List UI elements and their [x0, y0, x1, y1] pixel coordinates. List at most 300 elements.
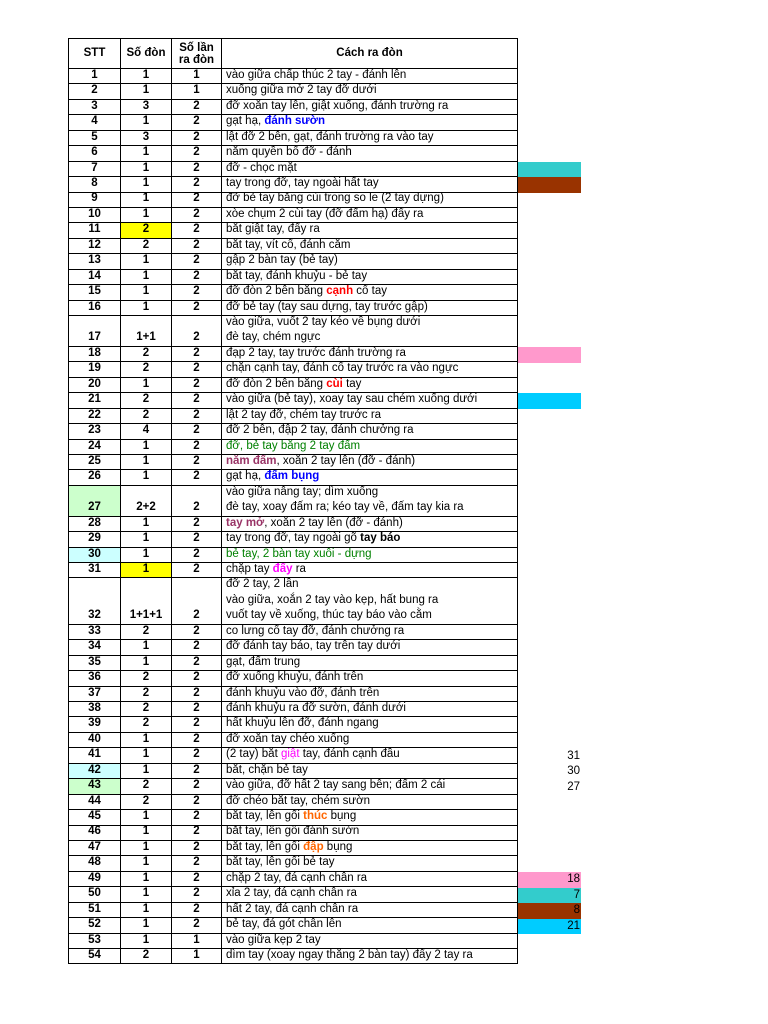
cell-so-don: 1: [121, 934, 172, 949]
table-row: [68, 115, 518, 130]
desc-line: [226, 608, 517, 623]
cell-so-don: 2: [121, 239, 172, 254]
desc-segment: đấm bụng: [264, 470, 320, 483]
desc-segment: vào giữa, đỡ hất 2 tay sang bên; đấm 2 cái: [226, 779, 446, 792]
cell-stt: 53: [68, 934, 121, 949]
cell-cach-ra-don: [222, 826, 518, 841]
desc-line: [226, 593, 517, 608]
cell-so-don: 1: [121, 193, 172, 208]
cell-so-lan: 2: [172, 455, 222, 470]
cell-stt: 48: [68, 856, 121, 871]
cell-stt: 21: [68, 393, 121, 408]
desc-line: [226, 671, 517, 685]
desc-segment: vào giữa chấp thúc 2 tay - đánh lên: [226, 69, 407, 81]
cell-so-lan: 2: [172, 625, 222, 640]
table-row: [68, 578, 518, 624]
cell-so-don: 1: [121, 146, 172, 161]
side-color-marker: 21: [518, 919, 581, 934]
cell-cach-ra-don: [222, 285, 518, 300]
cell-stt: 9: [68, 193, 121, 208]
desc-segment: đỡ - chọc mặt: [226, 161, 297, 174]
cell-so-lan: 2: [172, 100, 222, 115]
desc-line: [226, 918, 517, 932]
cell-so-lan: 2: [172, 486, 222, 517]
cell-stt: 35: [68, 656, 121, 671]
cell-so-don: 2: [121, 795, 172, 810]
cell-stt: 47: [68, 841, 121, 856]
side-number: 30: [567, 765, 580, 778]
cell-stt: 18: [68, 347, 121, 362]
desc-segment: cổ tay: [353, 285, 387, 298]
desc-line: [226, 316, 517, 330]
table-row: [68, 362, 518, 377]
cell-stt: 49: [68, 872, 121, 887]
desc-segment: đè tay, chém ngực: [226, 331, 321, 344]
cell-cach-ra-don: [222, 764, 518, 779]
header-so-don: Số đòn: [121, 38, 172, 69]
desc-segment: bẻ tay, 2 bàn tay xuôi - dựng: [226, 547, 372, 560]
cell-so-don: 1+1: [121, 316, 172, 347]
cell-stt: 20: [68, 378, 121, 393]
table-row: [68, 440, 518, 455]
cell-so-don: 2: [121, 393, 172, 408]
cell-so-lan: 2: [172, 239, 222, 254]
cell-so-don: 1: [121, 903, 172, 918]
cell-cach-ra-don: [222, 486, 518, 517]
desc-segment: giật: [280, 748, 300, 761]
table-row: [68, 717, 518, 732]
cell-stt: 30: [68, 548, 121, 563]
cell-cach-ra-don: [222, 270, 518, 285]
cell-so-lan: 2: [172, 316, 222, 347]
cell-stt: 12: [68, 239, 121, 254]
desc-segment: dìm tay (xoay ngay thẳng 2 bàn tay) đẩy 2 tay ra: [226, 949, 473, 961]
cell-cach-ra-don: [222, 470, 518, 485]
cell-cach-ra-don: [222, 687, 518, 702]
table-row: [68, 656, 518, 671]
table-row: [68, 934, 518, 949]
side-number: 31: [567, 749, 580, 762]
cell-cach-ra-don: [222, 378, 518, 393]
cell-so-don: 2: [121, 625, 172, 640]
cell-so-lan: 2: [172, 810, 222, 825]
desc-segment: đẩy: [272, 563, 293, 576]
table-row: [68, 285, 518, 300]
cell-cach-ra-don: [222, 841, 518, 856]
table-row: [68, 903, 518, 918]
table-row: [68, 748, 518, 763]
cell-so-don: 1: [121, 748, 172, 763]
desc-segment: đỡ 2 bên, đập 2 tay, đánh chưởng ra: [226, 424, 414, 437]
table-row: [68, 702, 518, 717]
cell-so-don: 1: [121, 733, 172, 748]
desc-segment: vào giữa, xoắn 2 tay vào kẹp, hất bung ra: [226, 593, 439, 606]
cell-so-don: 2: [121, 223, 172, 238]
desc-segment: đỡ đòn 2 bên bằng: [226, 377, 327, 390]
table-row: [68, 826, 518, 841]
desc-segment: đỡ bẻ tay bằng cùi trong so le (2 tay dựng): [226, 192, 444, 205]
cell-so-lan: 2: [172, 748, 222, 763]
cell-stt: 28: [68, 517, 121, 532]
desc-line: [226, 84, 517, 98]
cell-so-lan: 2: [172, 872, 222, 887]
cell-stt: 23: [68, 424, 121, 439]
cell-so-don: 1: [121, 470, 172, 485]
desc-segment: vào giữa kẹp 2 tay: [226, 933, 321, 946]
cell-so-don: 1: [121, 640, 172, 655]
cell-stt: 16: [68, 301, 121, 316]
desc-segment: ra: [292, 563, 306, 576]
desc-line: [226, 100, 517, 114]
cell-cach-ra-don: [222, 872, 518, 887]
table-row: [68, 810, 518, 825]
side-number: 27: [567, 780, 580, 793]
cell-so-lan: 2: [172, 687, 222, 702]
cell-so-don: 1: [121, 826, 172, 841]
cell-stt: 45: [68, 810, 121, 825]
side-color-marker: [518, 177, 581, 192]
cell-stt: 3: [68, 100, 121, 115]
desc-line: [226, 162, 517, 176]
cell-so-lan: 1: [172, 934, 222, 949]
table-body: [68, 69, 518, 964]
cell-so-don: 2: [121, 409, 172, 424]
cell-stt: 15: [68, 285, 121, 300]
desc-segment: gạt hạ,: [226, 470, 265, 483]
cell-cach-ra-don: [222, 810, 518, 825]
cell-so-don: 1: [121, 115, 172, 130]
cell-so-lan: 2: [172, 301, 222, 316]
desc-segment: lật 2 tay đỡ, chém tay trước ra: [226, 408, 382, 421]
desc-segment: đỡ 2 tay, 2 lần: [226, 578, 299, 591]
cell-stt: 19: [68, 362, 121, 377]
desc-line: [226, 177, 517, 191]
cell-so-lan: 2: [172, 162, 222, 177]
cell-so-lan: 2: [172, 733, 222, 748]
cell-cach-ra-don: [222, 424, 518, 439]
desc-segment: đỡ đánh tay báo, tay trên tay dưới: [226, 640, 401, 653]
desc-line: [226, 717, 517, 731]
cell-stt: 22: [68, 409, 121, 424]
cell-stt: 43: [68, 779, 121, 794]
cell-stt: 26: [68, 470, 121, 485]
desc-segment: bụng: [327, 810, 357, 823]
cell-stt: 33: [68, 625, 121, 640]
cell-cach-ra-don: [222, 316, 518, 347]
cell-so-don: 1: [121, 856, 172, 871]
cell-so-don: 1: [121, 69, 172, 84]
desc-line: [226, 949, 517, 963]
cell-stt: 38: [68, 702, 121, 717]
desc-segment: , xoắn 2 tay lên (đỡ - đánh): [276, 454, 416, 467]
cell-so-lan: 2: [172, 671, 222, 686]
desc-line: [226, 285, 517, 299]
cell-cach-ra-don: [222, 115, 518, 130]
desc-line: [226, 578, 517, 592]
cell-stt: 46: [68, 826, 121, 841]
cell-so-don: 1: [121, 378, 172, 393]
desc-segment: tay mở: [226, 516, 265, 529]
desc-segment: đỡ chéo bắt tay, chém sườn: [226, 794, 371, 807]
table-row: [68, 177, 518, 192]
cell-so-lan: 2: [172, 254, 222, 269]
cell-so-don: 1: [121, 887, 172, 902]
table-row: [68, 918, 518, 933]
desc-segment: gạt, đấm trung: [226, 655, 301, 668]
cell-so-don: 2+2: [121, 486, 172, 517]
cell-so-don: 3: [121, 131, 172, 146]
desc-segment: (2 tay) bắt: [226, 748, 281, 761]
cell-so-don: 1: [121, 440, 172, 455]
cell-so-lan: 2: [172, 640, 222, 655]
desc-segment: tay trong đỡ, tay ngoài hất tay: [226, 177, 379, 190]
table-row: [68, 347, 518, 362]
table-row: [68, 316, 518, 347]
desc-segment: xòe chụm 2 cùi tay (đỡ đấm hạ) đẩy ra: [226, 207, 424, 220]
table-row: [68, 687, 518, 702]
cell-so-don: 2: [121, 717, 172, 732]
cell-cach-ra-don: [222, 903, 518, 918]
desc-segment: hất 2 tay, đá cạnh chân ra: [226, 902, 359, 915]
desc-line: [226, 486, 517, 500]
desc-line: [226, 517, 517, 531]
desc-segment: đánh khuỷu ra đỡ sườn, đánh dưới: [226, 702, 406, 714]
cell-stt: 4: [68, 115, 121, 130]
technique-table: [68, 38, 518, 964]
cell-cach-ra-don: [222, 949, 518, 964]
table-row: [68, 856, 518, 871]
cell-so-don: 1: [121, 918, 172, 933]
desc-segment: đỡ, bẻ tay bằng 2 tay đấm: [226, 439, 361, 452]
cell-stt: 6: [68, 146, 121, 161]
cell-stt: 13: [68, 254, 121, 269]
cell-so-lan: 2: [172, 223, 222, 238]
cell-so-don: 1: [121, 656, 172, 671]
cell-cach-ra-don: [222, 254, 518, 269]
cell-stt: 11: [68, 223, 121, 238]
desc-line: [226, 193, 517, 207]
desc-segment: đỡ xoắn tay chéo xuống: [226, 732, 350, 745]
desc-line: [226, 903, 517, 917]
cell-so-lan: 2: [172, 270, 222, 285]
cell-so-lan: 2: [172, 393, 222, 408]
cell-so-don: 1: [121, 301, 172, 316]
desc-line: [226, 409, 517, 423]
cell-so-lan: 2: [172, 903, 222, 918]
table-row: [68, 193, 518, 208]
cell-cach-ra-don: [222, 239, 518, 254]
desc-segment: đánh khuỷu vào đỡ, đánh trên: [226, 686, 380, 699]
desc-line: [226, 393, 517, 407]
desc-segment: bắt tay, vít cổ, đánh cằm: [226, 238, 351, 251]
header-cach-ra-don: Cách ra đòn: [222, 38, 518, 69]
cell-so-don: 2: [121, 702, 172, 717]
cell-so-don: 2: [121, 347, 172, 362]
cell-stt: 10: [68, 208, 121, 223]
desc-segment: chặp tay: [226, 563, 273, 576]
desc-segment: đập: [303, 840, 324, 853]
cell-so-lan: 2: [172, 378, 222, 393]
side-color-marker: [518, 347, 581, 362]
table-row: [68, 887, 518, 902]
table-row: [68, 254, 518, 269]
table-row: [68, 563, 518, 578]
desc-line: [226, 563, 517, 577]
cell-cach-ra-don: [222, 563, 518, 578]
cell-cach-ra-don: [222, 779, 518, 794]
desc-segment: vuốt tay về xuống, thúc tay báo vào cằm: [226, 609, 432, 622]
cell-so-don: 1: [121, 84, 172, 99]
desc-line: [226, 887, 517, 901]
cell-cach-ra-don: [222, 440, 518, 455]
cell-cach-ra-don: [222, 532, 518, 547]
cell-so-lan: 2: [172, 285, 222, 300]
desc-line: [226, 872, 517, 886]
desc-segment: bắt tay, lên gối đánh sườn: [226, 825, 360, 838]
header-stt: STT: [68, 38, 121, 69]
table-row: [68, 131, 518, 146]
table-row: [68, 270, 518, 285]
cell-so-don: 2: [121, 362, 172, 377]
cell-so-lan: 2: [172, 532, 222, 547]
cell-so-don: 1: [121, 208, 172, 223]
cell-cach-ra-don: [222, 578, 518, 624]
cell-cach-ra-don: [222, 208, 518, 223]
side-color-marker: [518, 393, 581, 408]
cell-cach-ra-don: [222, 856, 518, 871]
cell-cach-ra-don: [222, 717, 518, 732]
cell-so-lan: 2: [172, 918, 222, 933]
desc-segment: bẻ tay, đá gót chân lên: [226, 918, 342, 931]
side-color-marker: 8: [518, 903, 581, 918]
table-row: [68, 223, 518, 238]
desc-line: [226, 424, 517, 438]
desc-line: [226, 856, 517, 870]
cell-so-don: 2: [121, 671, 172, 686]
cell-stt: 52: [68, 918, 121, 933]
desc-segment: bắt giật tay, đẩy ra: [226, 223, 320, 236]
cell-so-don: 1: [121, 517, 172, 532]
table-row: [68, 84, 518, 99]
cell-so-don: 3: [121, 100, 172, 115]
table-row: [68, 409, 518, 424]
cell-stt: 42: [68, 764, 121, 779]
cell-stt: 17: [68, 316, 121, 347]
cell-stt: 44: [68, 795, 121, 810]
cell-cach-ra-don: [222, 795, 518, 810]
cell-so-lan: 1: [172, 84, 222, 99]
cell-so-lan: 2: [172, 208, 222, 223]
table-row: [68, 378, 518, 393]
side-color-marker: [518, 162, 581, 177]
cell-cach-ra-don: [222, 887, 518, 902]
desc-segment: đỡ xuống khuỷu, đánh trên: [226, 671, 364, 684]
desc-line: [226, 223, 517, 237]
cell-stt: 32: [68, 578, 121, 624]
cell-so-don: 1: [121, 162, 172, 177]
cell-stt: 41: [68, 748, 121, 763]
cell-so-don: 1: [121, 810, 172, 825]
table-row: [68, 625, 518, 640]
desc-segment: tay trong đỡ, tay ngoài gõ: [226, 532, 361, 545]
desc-line: [226, 500, 517, 515]
desc-line: [226, 470, 517, 484]
cell-so-lan: 2: [172, 470, 222, 485]
desc-line: [226, 779, 517, 793]
table-row: [68, 239, 518, 254]
cell-cach-ra-don: [222, 100, 518, 115]
cell-cach-ra-don: [222, 84, 518, 99]
desc-segment: bắt tay, lên gối: [226, 810, 304, 823]
cell-so-lan: 2: [172, 856, 222, 871]
cell-so-lan: 2: [172, 764, 222, 779]
desc-line: [226, 378, 517, 392]
table-row: [68, 470, 518, 485]
cell-stt: 54: [68, 949, 121, 964]
table-row: [68, 795, 518, 810]
cell-cach-ra-don: [222, 640, 518, 655]
table-row: [68, 841, 518, 856]
table-row: [68, 517, 518, 532]
table-row: [68, 640, 518, 655]
desc-segment: , xoắn 2 tay lên (đỡ - đánh): [264, 516, 403, 529]
desc-segment: lật đỡ 2 bên, gạt, đánh trường ra vào tay: [226, 130, 434, 143]
desc-segment: tay, đánh cạnh đầu: [299, 748, 400, 761]
desc-line: [226, 548, 517, 562]
header-so-lan: [172, 38, 222, 69]
table-row: [68, 764, 518, 779]
cell-so-lan: 2: [172, 841, 222, 856]
desc-segment: đánh sườn: [264, 115, 325, 128]
cell-so-don: 1+1+1: [121, 578, 172, 624]
cell-so-lan: 2: [172, 656, 222, 671]
desc-segment: xỉa 2 tay, đá cạnh chân ra: [226, 887, 357, 900]
cell-stt: 25: [68, 455, 121, 470]
cell-cach-ra-don: [222, 301, 518, 316]
cell-stt: 51: [68, 903, 121, 918]
table-row: [68, 548, 518, 563]
desc-segment: bụng: [323, 840, 353, 853]
desc-segment: chặp 2 tay, đá cạnh chân ra: [226, 871, 368, 884]
cell-cach-ra-don: [222, 625, 518, 640]
desc-line: [226, 934, 517, 948]
side-color-marker: 18: [518, 872, 581, 887]
cell-cach-ra-don: [222, 548, 518, 563]
cell-cach-ra-don: [222, 393, 518, 408]
cell-so-don: 1: [121, 548, 172, 563]
cell-stt: 36: [68, 671, 121, 686]
cell-cach-ra-don: [222, 671, 518, 686]
desc-segment: thúc: [303, 810, 328, 823]
cell-stt: 2: [68, 84, 121, 99]
desc-segment: đè tay, xoay đấm ra; kéo tay về, đấm tay kia ra: [226, 501, 464, 514]
table-row: [68, 424, 518, 439]
desc-segment: bắt, chặn bẻ tay: [226, 763, 308, 776]
cell-so-lan: 2: [172, 826, 222, 841]
cell-so-don: 4: [121, 424, 172, 439]
desc-segment: đỡ xoắn tay lên, giật xuống, đánh trường ra: [226, 99, 449, 112]
cell-so-lan: 2: [172, 146, 222, 161]
desc-line: [226, 733, 517, 747]
cell-so-lan: 2: [172, 779, 222, 794]
table-row: [68, 671, 518, 686]
desc-segment: bắt tay, đánh khuỷu - bẻ tay: [226, 269, 368, 282]
desc-line: [226, 208, 517, 222]
table-row: [68, 949, 518, 964]
desc-line: [226, 115, 517, 129]
side-color-marker: 7: [518, 888, 581, 903]
cell-cach-ra-don: [222, 146, 518, 161]
